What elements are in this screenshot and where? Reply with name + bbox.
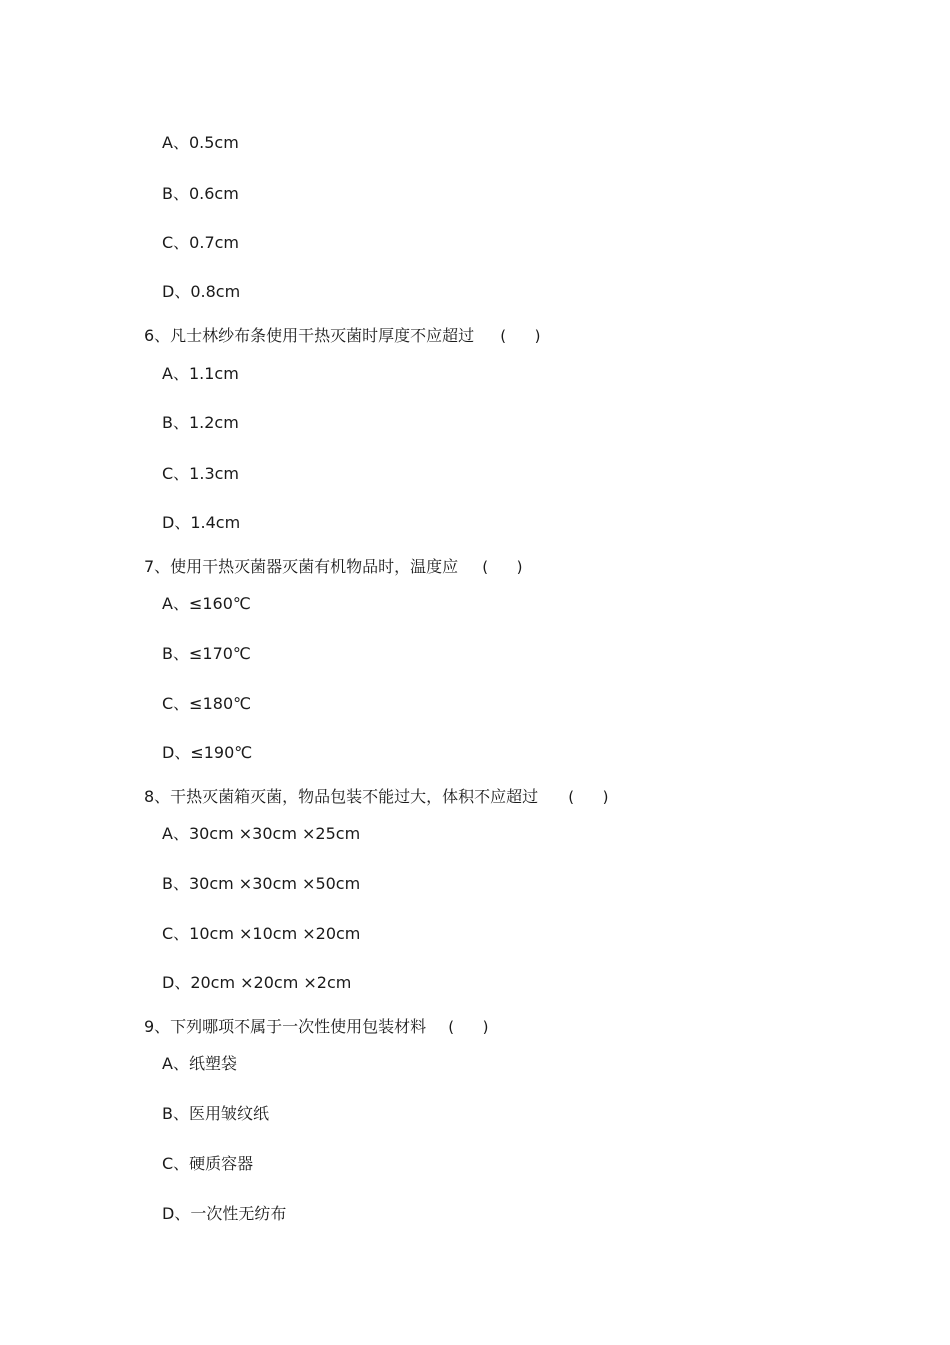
q6-option-d: D、1.4cm	[162, 513, 241, 532]
q8-option-b: B、30cm ×30cm ×50cm	[162, 874, 361, 893]
q9-option-c: C、硬质容器	[162, 1154, 254, 1173]
q6-option-a: A、1.1cm	[162, 364, 239, 383]
q8-option-c: C、10cm ×10cm ×20cm	[162, 924, 361, 943]
q8-answer-blank: ( )	[568, 788, 609, 806]
q7-option-d: D、≤190℃	[162, 743, 253, 762]
q5-option-d: D、0.8cm	[162, 282, 241, 301]
q9-stem: 9、下列哪项不属于一次性使用包装材料	[144, 1017, 427, 1036]
q5-option-b: B、0.6cm	[162, 184, 239, 203]
q9-option-d: D、一次性无纺布	[162, 1204, 287, 1223]
q7-stem: 7、使用干热灭菌器灭菌有机物品时，温度应	[144, 557, 459, 576]
q6-answer-blank: ( )	[500, 327, 541, 345]
q8-option-a: A、30cm ×30cm ×25cm	[162, 824, 361, 843]
q7-option-b: B、≤170℃	[162, 644, 251, 663]
q9-option-a: A、纸塑袋	[162, 1054, 237, 1073]
q6-option-b: B、1.2cm	[162, 413, 239, 432]
q9-stem-line	[144, 1017, 489, 1037]
q7-stem-line	[144, 557, 523, 577]
q7-option-a: A、≤160℃	[162, 594, 251, 613]
q9-option-b: B、医用皱纹纸	[162, 1104, 269, 1123]
q9-answer-blank: ( )	[448, 1018, 489, 1036]
q6-option-c: C、1.3cm	[162, 464, 240, 483]
q8-option-d: D、20cm ×20cm ×2cm	[162, 973, 352, 992]
q5-option-c: C、0.7cm	[162, 233, 240, 252]
q7-answer-blank: ( )	[482, 558, 523, 576]
q6-stem-line	[144, 326, 541, 346]
q8-stem: 8、干热灭菌箱灭菌，物品包装不能过大，体积不应超过	[144, 787, 539, 806]
q6-stem: 6、凡士林纱布条使用干热灭菌时厚度不应超过	[144, 326, 475, 345]
q7-option-c: C、≤180℃	[162, 694, 252, 713]
q5-option-a: A、0.5cm	[162, 133, 239, 152]
q8-stem-line	[144, 787, 609, 807]
